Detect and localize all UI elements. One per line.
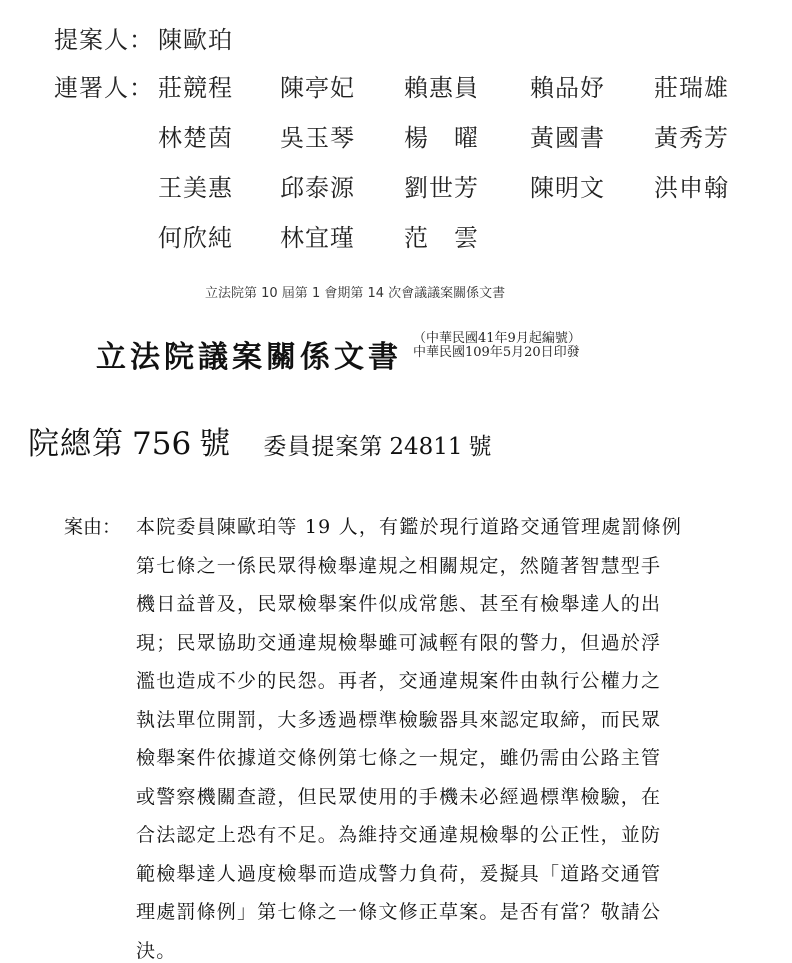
case-text-line: 或警察機關查證，但民眾使用的手機未必經過標準檢驗，在 — [136, 786, 662, 808]
session-line: 立法院第 10 屆第 1 會期第 14 次會議議案關係文書 — [205, 286, 506, 301]
case-text-line: 理處罰條例」第七條之一條文修正草案。是否有當？敬請公 — [136, 901, 662, 923]
cosigner-name: 王美惠 — [158, 174, 233, 202]
case-text-line: 機日益普及，民眾檢舉案件似成常態、甚至有檢舉達人的出 — [136, 593, 662, 615]
cosigner-name: 楊 曜 — [404, 124, 479, 152]
cosigner-name: 賴品妤 — [530, 74, 605, 102]
case-label: 案由： — [64, 516, 122, 538]
cosigner-name: 吳玉琴 — [280, 124, 355, 152]
proposer-name: 陳歐珀 — [158, 26, 233, 54]
compile-note-line1: （中華民國41年9月起編號） — [413, 331, 581, 346]
cosigner-name: 林楚茵 — [158, 124, 233, 152]
case-text-line: 檢舉案件依據道交條例第七條之一規定，雖仍需由公路主管 — [136, 747, 662, 769]
cosigner-name: 莊瑞雄 — [654, 74, 729, 102]
doc-number-prefix: 院總第 — [28, 426, 124, 462]
case-text-line: 本院委員陳歐珀等 19 人，有鑑於現行道路交通管理處罰條例 — [136, 516, 683, 538]
cosigner-name: 邱泰源 — [280, 174, 355, 202]
case-text-line: 合法認定上恐有不足。為維持交通違規檢舉的公正性，並防 — [136, 824, 662, 846]
proposal-number-value: 24811 — [389, 434, 463, 460]
cosigners-label: 連署人： — [54, 74, 154, 102]
cosigner-name: 范 雲 — [404, 224, 479, 252]
cosigner-name: 洪申翰 — [654, 174, 729, 202]
proposal-number-suffix: 號 — [468, 434, 493, 460]
cosigner-name: 何欣純 — [158, 224, 233, 252]
case-text-line: 範檢舉達人過度檢舉而造成警力負荷，爰擬具「道路交通管 — [136, 863, 662, 885]
cosigner-name: 莊競程 — [158, 74, 233, 102]
case-text-line: 濫也造成不少的民怨。再者，交通違規案件由執行公權力之 — [136, 670, 662, 692]
cosigner-name: 陳亭妃 — [280, 74, 355, 102]
doc-number-suffix: 號 — [199, 426, 232, 462]
cosigner-name: 陳明文 — [530, 174, 605, 202]
cosigner-name: 賴惠員 — [404, 74, 479, 102]
doc-number-value: 756 — [132, 426, 192, 462]
case-text-line: 第七條之一係民眾得檢舉違規之相關規定，然隨著智慧型手 — [136, 555, 662, 577]
cosigner-name: 黃國書 — [530, 124, 605, 152]
cosigner-name: 黃秀芳 — [654, 124, 729, 152]
proposal-number-prefix: 委員提案第 — [263, 434, 384, 460]
cosigner-name: 劉世芳 — [404, 174, 479, 202]
proposer-label: 提案人： — [54, 26, 154, 54]
cosigner-name: 林宜瑾 — [280, 224, 355, 252]
compile-note-line2: 中華民國109年5月20日印發 — [413, 345, 580, 360]
doc-title: 立法院議案關係文書 — [96, 340, 402, 375]
case-text-line: 執法單位開罰，大多透過標準檢驗器具來認定取締，而民眾 — [136, 709, 662, 731]
case-text-line: 決。 — [136, 940, 177, 962]
case-text-line: 現；民眾協助交通違規檢舉雖可減輕有限的警力，但過於浮 — [136, 632, 662, 654]
compile-note — [413, 332, 581, 360]
doc-number — [28, 418, 493, 463]
